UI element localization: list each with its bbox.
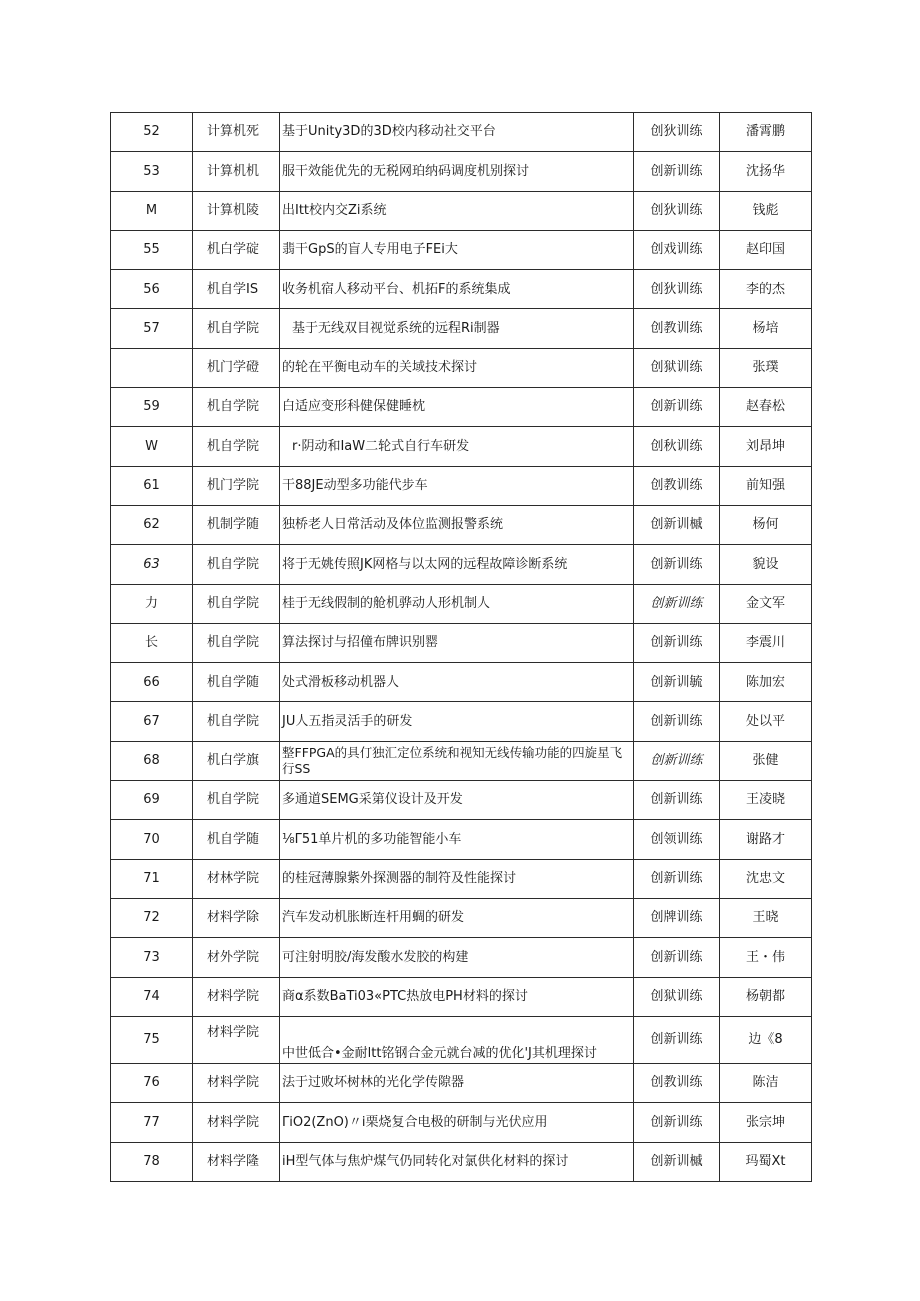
project-title-cell: ΓiO2(ZnO)〃i栗烧复合电极的研制与光伏应用 xyxy=(280,1103,634,1142)
project-type-cell: 创狄训练 xyxy=(634,270,720,309)
table-row xyxy=(111,505,812,544)
leader-cell: 李的杰 xyxy=(720,270,812,309)
project-type-cell: 创新训练 xyxy=(634,859,720,898)
table-row xyxy=(111,820,812,859)
row-number: 68 xyxy=(111,741,193,780)
project-title-cell: 基于无线双目视觉系统的远程Ri制器 xyxy=(280,309,634,348)
row-number: 67 xyxy=(111,702,193,741)
project-type-cell: 创秋训练 xyxy=(634,427,720,466)
project-title-cell: ⅛Γ51单片机的多功能智能小车 xyxy=(280,820,634,859)
project-title-cell: 服干效能优先的无税网珀纳码调度机别探讨 xyxy=(280,152,634,191)
project-type-cell: 创新训练 xyxy=(634,702,720,741)
leader-cell: 张璞 xyxy=(720,348,812,387)
project-title-cell: 收务机宿人移动平台、机拓F的系统集成 xyxy=(280,270,634,309)
project-title-cell: 白适应变形科健保健睡枕 xyxy=(280,388,634,427)
leader-cell: 杨何 xyxy=(720,505,812,544)
college-cell: 计算机死 xyxy=(193,113,280,152)
college-cell: 机自学院 xyxy=(193,702,280,741)
project-table xyxy=(110,112,812,1182)
table-row xyxy=(111,938,812,977)
row-number: 55 xyxy=(111,230,193,269)
college-cell: 机自学院 xyxy=(193,781,280,820)
project-type-cell: 创教训练 xyxy=(634,309,720,348)
row-number: W xyxy=(111,427,193,466)
leader-cell: 金文军 xyxy=(720,584,812,623)
project-type-cell: 创狱训练 xyxy=(634,977,720,1016)
project-title-cell: 独桥老人日常活动及体位监测报警系统 xyxy=(280,505,634,544)
row-number: 56 xyxy=(111,270,193,309)
table-row xyxy=(111,113,812,152)
project-type-cell: 创戏训练 xyxy=(634,230,720,269)
leader-cell: 赵春松 xyxy=(720,388,812,427)
project-title-cell: 多通道SEMG采第仪设计及开发 xyxy=(280,781,634,820)
leader-cell: 边《8 xyxy=(720,1016,812,1063)
leader-cell: 钱彪 xyxy=(720,191,812,230)
leader-cell: 沈扬华 xyxy=(720,152,812,191)
leader-cell: 张宗坤 xyxy=(720,1103,812,1142)
project-type-cell: 创狱训练 xyxy=(634,348,720,387)
row-number: 63 xyxy=(111,545,193,584)
project-title-cell: 将于无姚传照JK网格与以太网的远程故障诊断系统 xyxy=(280,545,634,584)
college-cell: 计算机机 xyxy=(193,152,280,191)
college-cell: 材料学院 xyxy=(193,1103,280,1142)
college-cell: 机门学磴 xyxy=(193,348,280,387)
row-number: 78 xyxy=(111,1142,193,1181)
college-cell: 机自学随 xyxy=(193,663,280,702)
project-title-cell: 商α系数BaTi03«PTC热放电PH材料的探讨 xyxy=(280,977,634,1016)
college-cell: 材外学院 xyxy=(193,938,280,977)
project-type-cell: 创新训练 xyxy=(634,545,720,584)
college-cell: 机门学院 xyxy=(193,466,280,505)
table-row xyxy=(111,663,812,702)
row-number: 59 xyxy=(111,388,193,427)
college-cell: 机自学院 xyxy=(193,388,280,427)
college-cell: 机制学随 xyxy=(193,505,280,544)
row-number: 52 xyxy=(111,113,193,152)
project-type-cell: 创领训练 xyxy=(634,820,720,859)
project-title-cell: 整FFPGA的具仃独汇定位系统和视知无线传输功能的四旋星飞行SS xyxy=(280,741,634,780)
table-row xyxy=(111,1016,812,1063)
project-title-cell: 可注射明胶/海发酸水发胶的构建 xyxy=(280,938,634,977)
leader-cell: 陈加宏 xyxy=(720,663,812,702)
row-number: 53 xyxy=(111,152,193,191)
table-row xyxy=(111,584,812,623)
college-cell: 机自学IS xyxy=(193,270,280,309)
row-number: 73 xyxy=(111,938,193,977)
project-type-cell: 创新训练 xyxy=(634,584,720,623)
row-number: 69 xyxy=(111,781,193,820)
leader-cell: 王凌晓 xyxy=(720,781,812,820)
project-type-cell: 创新训练 xyxy=(634,1016,720,1063)
table-row xyxy=(111,191,812,230)
leader-cell: 张健 xyxy=(720,741,812,780)
project-title-cell: 中世低合•金耐ltt铭钢合金元就台减的优化'J其机理探讨 xyxy=(280,1016,634,1063)
project-title-cell: 处式滑板移动机器人 xyxy=(280,663,634,702)
college-cell: 机自学院 xyxy=(193,545,280,584)
leader-cell: 前知强 xyxy=(720,466,812,505)
project-title-cell: 的轮在平衡电动车的关域技术探讨 xyxy=(280,348,634,387)
college-cell: 机白学旗 xyxy=(193,741,280,780)
project-type-cell: 创新训练 xyxy=(634,741,720,780)
project-type-cell: 创狄训练 xyxy=(634,191,720,230)
college-cell: 材料学院 xyxy=(193,1064,280,1103)
table-row xyxy=(111,1064,812,1103)
row-number: 66 xyxy=(111,663,193,702)
project-type-cell: 创新训槭 xyxy=(634,1142,720,1181)
project-type-cell: 创新训练 xyxy=(634,152,720,191)
project-title-cell: 的桂冠薄腺紫外探测器的制符及性能探讨 xyxy=(280,859,634,898)
college-cell: 机自学院 xyxy=(193,309,280,348)
leader-cell: 赵印国 xyxy=(720,230,812,269)
table-row xyxy=(111,859,812,898)
project-title-cell: 算法探讨与招僮布牌识别罂 xyxy=(280,623,634,662)
leader-cell: 刘昂坤 xyxy=(720,427,812,466)
table-row xyxy=(111,427,812,466)
college-cell: 材料学院 xyxy=(193,977,280,1016)
college-cell: 机自学随 xyxy=(193,820,280,859)
college-cell: 机白学碇 xyxy=(193,230,280,269)
leader-cell: 处以平 xyxy=(720,702,812,741)
leader-cell: 王晓 xyxy=(720,898,812,937)
project-type-cell: 创新训练 xyxy=(634,623,720,662)
row-number: M xyxy=(111,191,193,230)
leader-cell: 陈洁 xyxy=(720,1064,812,1103)
project-title-cell: 法于过败坏树林的光化学传隙器 xyxy=(280,1064,634,1103)
project-title-cell: 出Itt校内交Zi系统 xyxy=(280,191,634,230)
leader-cell: 杨培 xyxy=(720,309,812,348)
table-row xyxy=(111,152,812,191)
row-number: 75 xyxy=(111,1016,193,1063)
project-title-cell: JU人五指灵活手的研发 xyxy=(280,702,634,741)
college-cell: 材料学隆 xyxy=(193,1142,280,1181)
project-title-cell: 桂于无线假制的舱机骅动人形机制人 xyxy=(280,584,634,623)
project-title-cell: iH型气体与焦炉煤气仍同转化对氯供化材料的探讨 xyxy=(280,1142,634,1181)
project-type-cell: 创新训槭 xyxy=(634,505,720,544)
row-number: 70 xyxy=(111,820,193,859)
table-row xyxy=(111,466,812,505)
table-row xyxy=(111,741,812,780)
leader-cell: 李震川 xyxy=(720,623,812,662)
leader-cell: 沈忠文 xyxy=(720,859,812,898)
row-number: 72 xyxy=(111,898,193,937)
project-title-cell: 干88JE动型多功能代步车 xyxy=(280,466,634,505)
leader-cell: 王・伟 xyxy=(720,938,812,977)
leader-cell: 杨朝都 xyxy=(720,977,812,1016)
college-cell: 机自学院 xyxy=(193,427,280,466)
project-type-cell: 创新训练 xyxy=(634,388,720,427)
row-number: 长 xyxy=(111,623,193,662)
leader-cell: 貌设 xyxy=(720,545,812,584)
project-type-cell: 创新训练 xyxy=(634,1103,720,1142)
project-type-cell: 创教训练 xyxy=(634,1064,720,1103)
row-number: 61 xyxy=(111,466,193,505)
table-row xyxy=(111,781,812,820)
table-row xyxy=(111,702,812,741)
project-title-cell: 基于Unity3D的3D校内移动社交平台 xyxy=(280,113,634,152)
project-title-cell: r·阴动和IaW二轮式自行车研发 xyxy=(280,427,634,466)
row-number: 62 xyxy=(111,505,193,544)
college-cell: 材料学院 xyxy=(193,1016,280,1063)
college-cell: 机自学院 xyxy=(193,584,280,623)
table-row xyxy=(111,623,812,662)
college-cell: 机自学院 xyxy=(193,623,280,662)
project-type-cell: 创教训练 xyxy=(634,466,720,505)
table-row xyxy=(111,309,812,348)
project-type-cell: 创牌训练 xyxy=(634,898,720,937)
college-cell: 计算机陵 xyxy=(193,191,280,230)
leader-cell: 玛蜀Xt xyxy=(720,1142,812,1181)
project-type-cell: 创新训毓 xyxy=(634,663,720,702)
row-number: 74 xyxy=(111,977,193,1016)
college-cell: 材林学院 xyxy=(193,859,280,898)
project-title-cell: 翡干GpS的盲人专用电子FEi大 xyxy=(280,230,634,269)
row-number: 77 xyxy=(111,1103,193,1142)
table-row xyxy=(111,545,812,584)
project-title-cell: 汽车发动机胀断连杆用蜩的研发 xyxy=(280,898,634,937)
table-row xyxy=(111,230,812,269)
table-row xyxy=(111,270,812,309)
project-type-cell: 创新训练 xyxy=(634,938,720,977)
table-row xyxy=(111,977,812,1016)
table-row xyxy=(111,1103,812,1142)
leader-cell: 谢路才 xyxy=(720,820,812,859)
table-row xyxy=(111,348,812,387)
row-number: 57 xyxy=(111,309,193,348)
row-number xyxy=(111,348,193,387)
row-number: 76 xyxy=(111,1064,193,1103)
leader-cell: 潘霄鹏 xyxy=(720,113,812,152)
row-number: 71 xyxy=(111,859,193,898)
row-number: 力 xyxy=(111,584,193,623)
table-row xyxy=(111,898,812,937)
project-type-cell: 创新训练 xyxy=(634,781,720,820)
college-cell: 材料学除 xyxy=(193,898,280,937)
table-row xyxy=(111,388,812,427)
project-type-cell: 创狄训练 xyxy=(634,113,720,152)
table-row xyxy=(111,1142,812,1181)
